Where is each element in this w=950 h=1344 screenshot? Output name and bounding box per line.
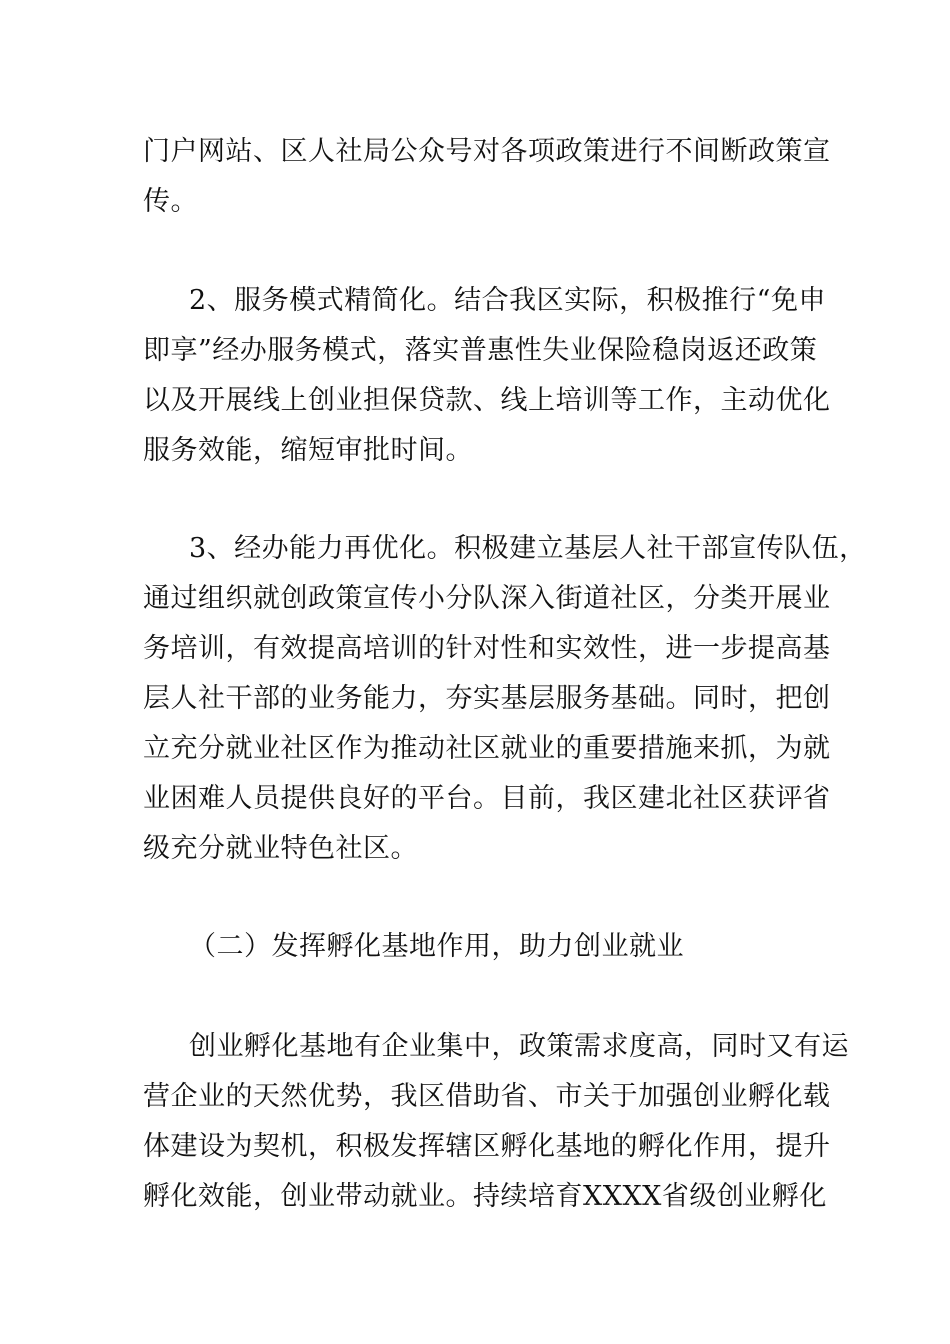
paragraph-line: 体建设为契机，积极发挥辖区孵化基地的孵化作用，提升 [143, 1131, 831, 1162]
paragraph-line: 立充分就业社区作为推动社区就业的重要措施来抓，为就 [143, 733, 831, 764]
paragraph-line: 孵化效能，创业带动就业。持续培育XXXX省级创业孵化 [143, 1181, 827, 1212]
paragraph-line: 以及开展线上创业担保贷款、线上培训等工作，主动优化 [143, 385, 831, 416]
paragraph-line: 传。 [143, 186, 198, 217]
paragraph-line: 创业孵化基地有企业集中，政策需求度高，同时又有运 [189, 1031, 849, 1062]
paragraph-line: 务培训，有效提高培训的针对性和实效性，进一步提高基 [143, 633, 831, 664]
paragraph-line: 门户网站、区人社局公众号对各项政策进行不间断政策宣 [143, 136, 831, 167]
paragraph-line: 3、经办能力再优化。积极建立基层人社干部宣传队伍， [189, 533, 867, 564]
paragraph-line: 级充分就业特色社区。 [143, 833, 418, 864]
paragraph-line: 服务效能，缩短审批时间。 [143, 435, 473, 466]
section-heading: （二）发挥孵化基地作用，助力创业就业 [189, 931, 684, 962]
paragraph-line: 营企业的天然优势，我区借助省、市关于加强创业孵化载 [143, 1081, 831, 1112]
paragraph-line: 通过组织就创政策宣传小分队深入街道社区，分类开展业 [143, 583, 831, 614]
paragraph-line: 即享”经办服务模式，落实普惠性失业保险稳岗返还政策 [143, 335, 818, 366]
paragraph-line: 业困难人员提供良好的平台。目前，我区建北社区获评省 [143, 783, 831, 814]
paragraph-line: 2、服务模式精简化。结合我区实际，积极推行“免申 [189, 285, 826, 316]
paragraph-line: 层人社干部的业务能力，夯实基层服务基础。同时，把创 [143, 683, 831, 714]
